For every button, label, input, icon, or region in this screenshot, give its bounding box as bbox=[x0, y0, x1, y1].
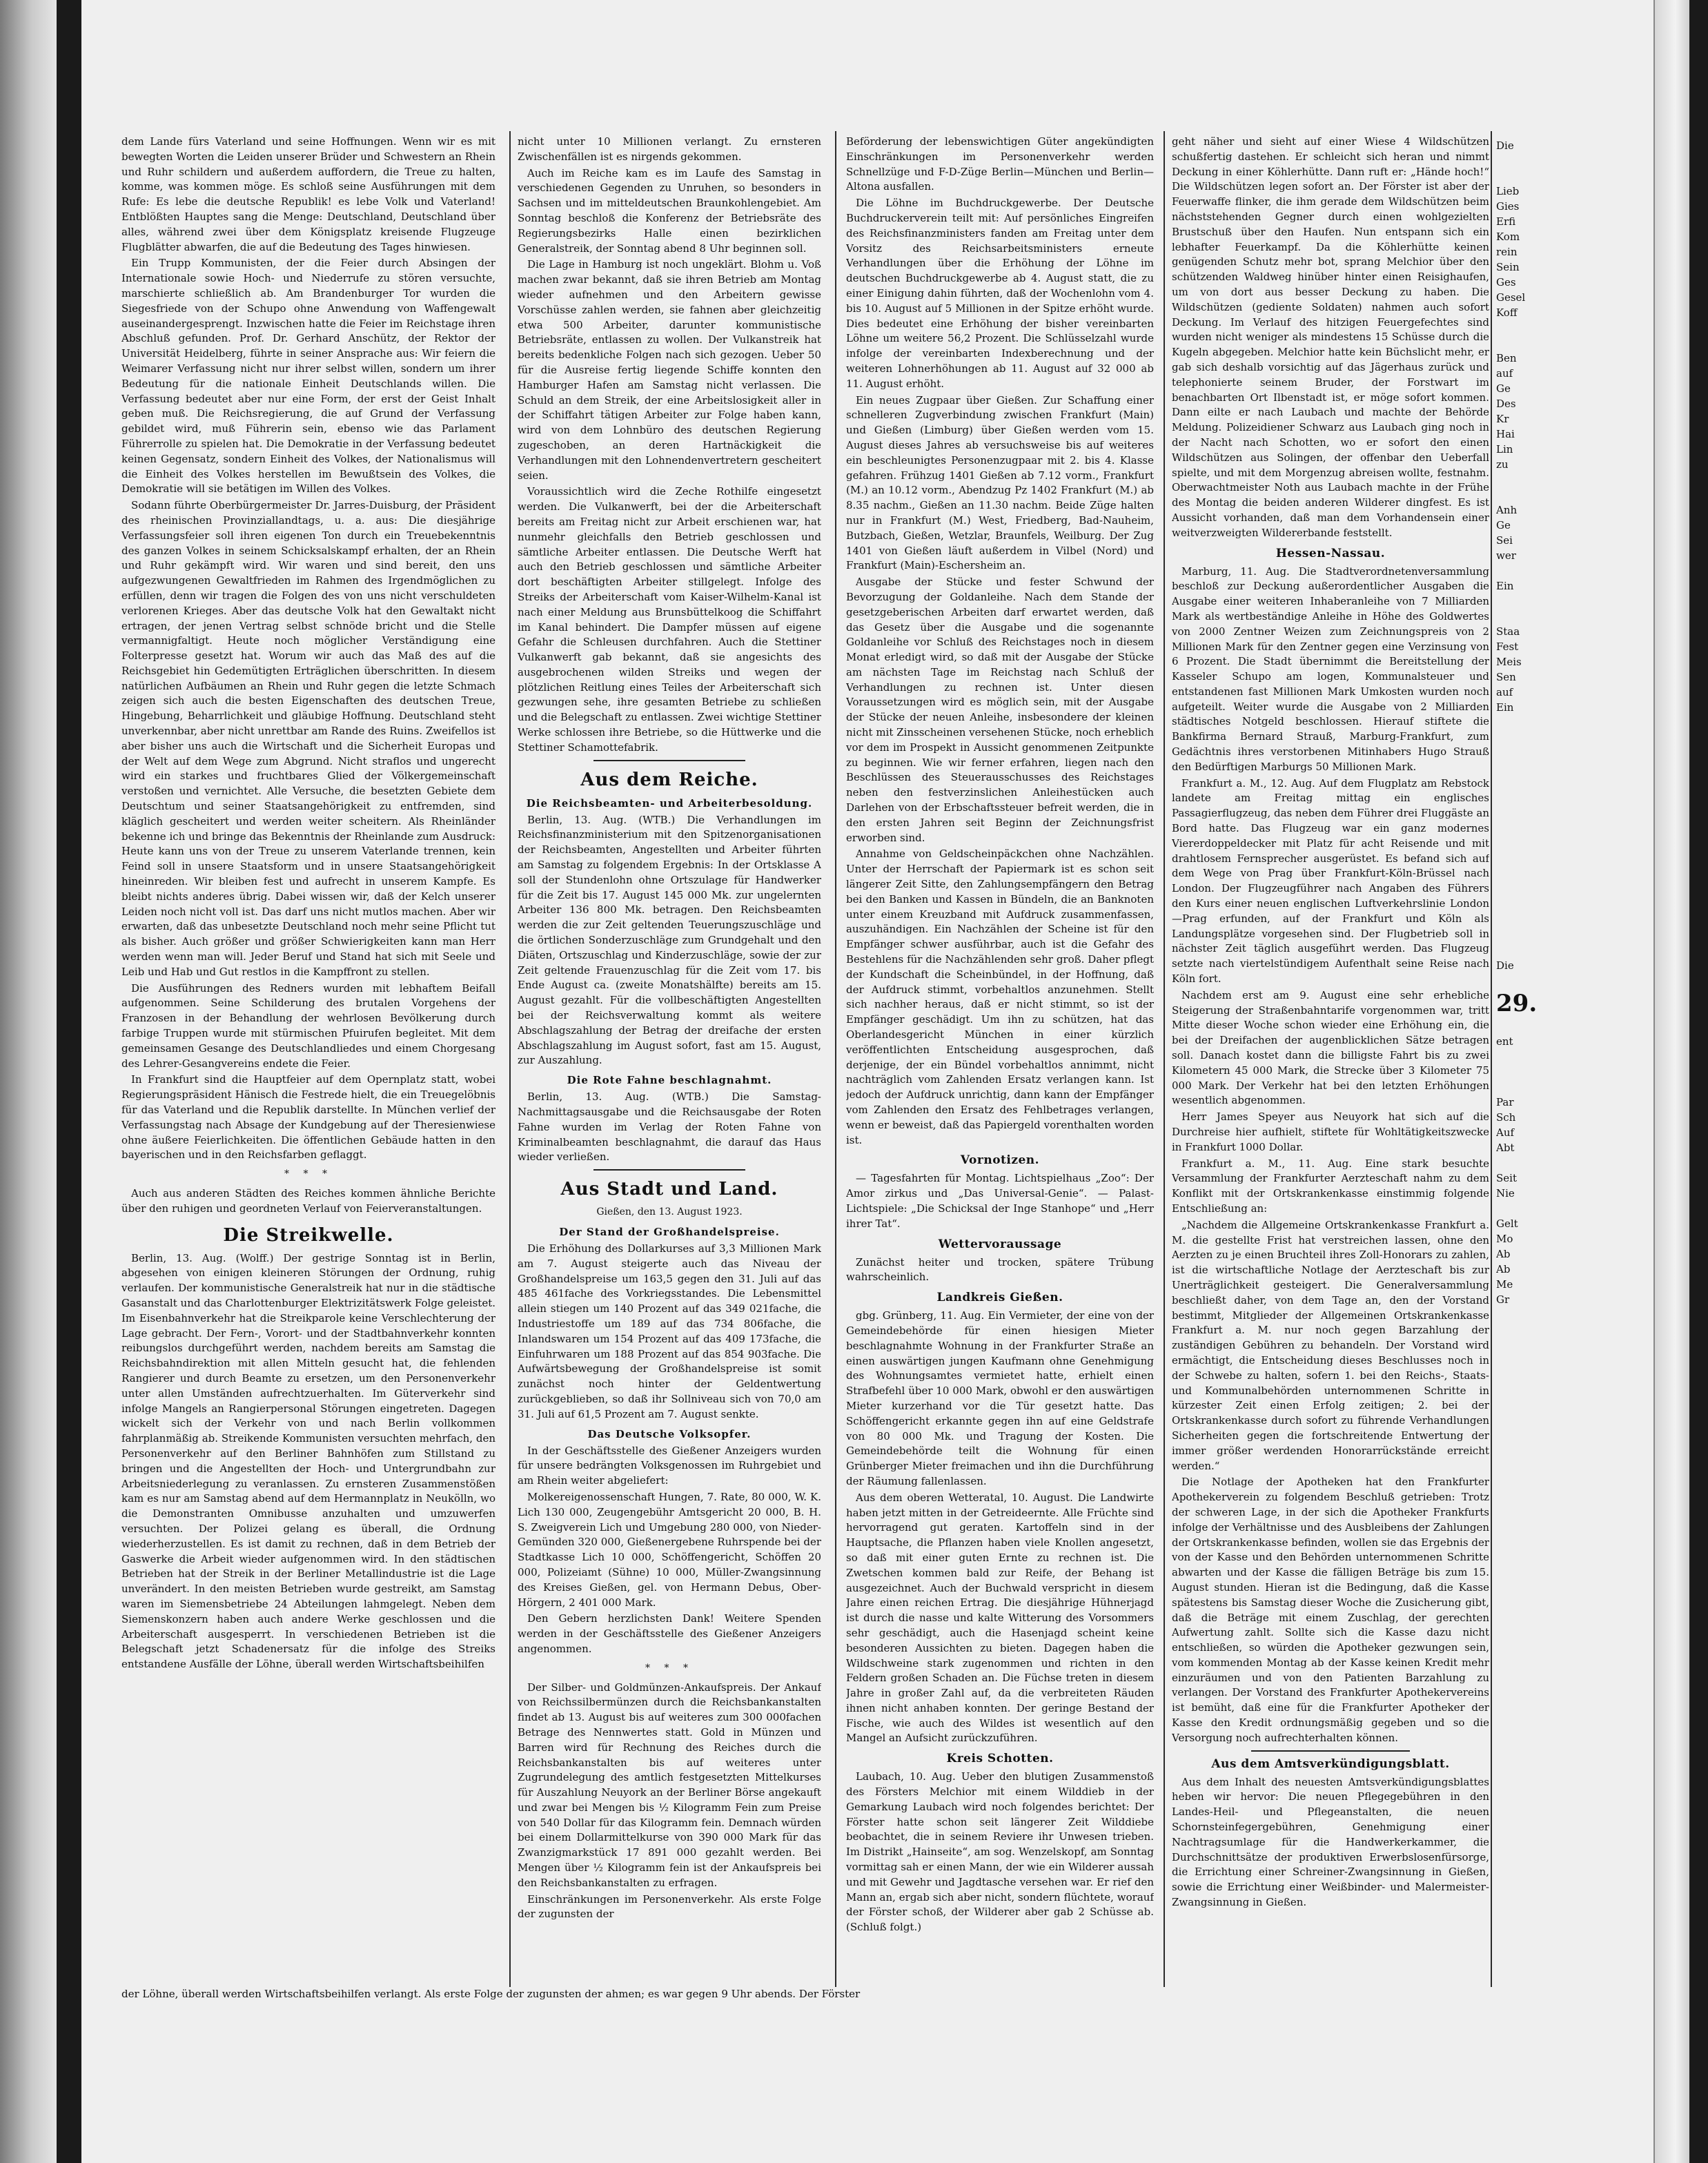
article-paragraph: Auch im Reiche kam es im Laufe des Samstag in verschiedenen Gegenden zu Unruhen, so besonders in Sachsen und im mitteldeutschen Braunkohlengebiet. Am Sonntag beschloß die Konferenz der Betriebsräte des Regierungsbezirks Halle einen bezirklichen Generalstreik, der Sonntag abend 8 Uhr beginnen soll. bbox=[518, 166, 821, 255]
cutoff-line-fragment bbox=[1496, 973, 1554, 988]
cutoff-line-fragment bbox=[1496, 168, 1554, 184]
subheadline-vornotizen: Vornotizen. bbox=[960, 1153, 1040, 1168]
column-2 bbox=[518, 135, 821, 1984]
article-paragraph: Berlin, 13. Aug. (WTB.) Die Verhandlungen im Reichsfinanzministerium mit den Spitzenorganisationen der Reichsbeamten, Angestellten und Arbeiter führten am Samstag zu folgendem Ergebnis: In der Ortsklasse A soll der Stundenlohn ohne Ortszulage für Handwerker für die Zeit bis 17. August 145 000 Mk. zur ungelernten Arbeiter 136 800 Mk. betragen. Den Reichsbeamten werden die zur Zeit geltenden Teuerungszuschläge und die örtlichen Sonderzuschläge zum Grundgehalt und den Diäten, Ortszuschlag und Kinderzuschläge, sowie der zur Zeit geltende Frauenzuschlag für die Zeit vom 17. bis Ende August ca. (zweite Monatshälfte) bereits am 15. August gezahlt. Für die vollbeschäftigten Angestellten bei der Reichsverwaltung kommt als weitere Abschlagszahlung der Betrag der dreifache der ersten Abschlagszahlung im August sofort, fast am 15. August, zur Auszahlung. bbox=[518, 813, 821, 1067]
cutoff-line-fragment bbox=[1496, 594, 1554, 609]
cutoff-line-fragment: Sei bbox=[1496, 534, 1513, 547]
cutoff-line-fragment bbox=[1496, 852, 1554, 867]
article-paragraph: Frankfurt a. M., 12. Aug. Auf dem Flugplatz am Rebstock landete am Freitag mittag ein englisches Passagierflugzeug, das neben dem Führer drei Fluggäste an Bord hatte. Das Flugzeug war ein ganz modernes Viererdoppeldecker mit Platz für acht Reisende und mit drahtlosem Fernsprecher ausgerüstet. Es befand sich auf dem Wege von Prag über Frankfurt-Köln-Brüssel nach London. Der Flugzeugführer nach Angaben des Führers den Kurs einer neuen englischen Luftverkehrslinie London—Prag erfunden, auf der Frankfurt und Köln als Landungsplätze vorgesehen sind. Der Flugbetrieb soll in nächster Zeit täglich ausgeführt werden. Das Flugzeug setzte nach viertelstündigem Aufenthalt seine Reise nach Köln fort. bbox=[1172, 776, 1489, 986]
separator-line bbox=[593, 1169, 745, 1171]
cutoff-line-fragment: auf bbox=[1496, 686, 1513, 698]
cutoff-line-fragment: Me bbox=[1496, 1278, 1513, 1291]
cutoff-line-fragment: Gies bbox=[1496, 200, 1520, 213]
cutoff-line-fragment: auf bbox=[1496, 367, 1513, 380]
column-rule-1 bbox=[509, 131, 511, 1987]
article-paragraph: Berlin, 13. Aug. (Wolff.) Der gestrige Sonntag ist in Berlin, abgesehen von einigen kleineren Störungen der Ordnung, ruhig verlaufen. Der kommunistische Generalstreik hat nur in die städtische Gasanstalt und das Charlottenburger Elektrizitätswerk Folge geleistet. Im Eisenbahnverkehr hat die Streikparole keine Verschlechterung der Lage gebracht. Der Fern-, Vorort- und der Stadtbahnverkehr konnten reibungslos durchgeführt werden, nachdem bereits am Samstag die Reichsbahndirektion mit allen Mitteln gesucht hat, die fehlenden Rangierer und durch Beamte zu ersetzen, um den Personenverkehr unter allen Umständen aufrechtzuerhalten. Im Güterverkehr sind infolge Mangels an Rangierpersonal Störungen eingetreten. Dagegen wickelt sich der Verkehr von und nach Berlin vollkommen fahrplanmäßig ab. Streikende Kommunisten versuchten mehrfach, den Personenverkehr auf den Berliner Bahnhöfen zum Stillstand zu bringen und die Angestellten der Hoch- und Untergrundbahn zur Arbeitsniederlegung zu veranlassen. Zu ernsteren Zusammenstößen kam es nur am Samstag abend auf dem Hermannplatz in Neukölln, wo die Demonstranten Omnibusse anzuhalten und umzuwerfen versuchten. Der Polizei gelang es überall, die Ordnung wiederherzustellen. Es ist damit zu rechnen, daß in dem Betrieb der Gaswerke die Arbeit wieder aufgenommen wird. In den städtischen Betrieben hat der Streik in der Berliner Metallindustrie ist die Lage unverändert. In den meisten Betrieben wurde gestreikt, am Samstag waren im Siemensbetriebe 24 Abteilungen lahmgelegt. Neben dem Siemenskonzern haben auch andere Werke geschlossen und die Arbeiterschaft ausgesperrt. In verschiedenen Betrieben ist die Belegschaft jetzt Schadenersatz für die infolge des Streiks entstandene Ausfälle der Löhne, überall werden Wirtschaftsbeihilfen bbox=[121, 1251, 495, 1671]
cutoff-line-fragment bbox=[1496, 1019, 1554, 1034]
article-paragraph: Aus dem Inhalt des neuesten Amtsverkündigungsblattes heben wir hervor: Die neuen Pflegegebühren in den Landes-Heil- und Pflegeanstalten, die neuen Schornsteinfegergebühren, Genehmigung einer Nachtragsumlage für die Handwerkerkammer, die Durchschnittsätze der produktiven Erwerbslosenfürsorge, die Errichtung einer Schreiner-Zwangsinnung in Gießen, sowie die Errichtung einer Weißbinder- und Malermeister-Zwangsinnung in Gießen. bbox=[1172, 1775, 1489, 1909]
cutoff-line-fragment: Gr bbox=[1496, 1293, 1510, 1306]
cutoff-line-fragment: Ge bbox=[1496, 382, 1511, 395]
dateline-giessen: Gießen, den 13. August 1923. bbox=[596, 1206, 743, 1218]
cutoff-line-fragment bbox=[1496, 335, 1554, 351]
cutoff-line-fragment: Lieb bbox=[1496, 185, 1520, 197]
cutoff-line-fragment: Abt bbox=[1496, 1142, 1515, 1154]
cutoff-line-fragment: Des bbox=[1496, 398, 1516, 410]
subheadline-landkreis-giessen: Landkreis Gießen. bbox=[936, 1291, 1063, 1305]
cutoff-line-fragment: rein bbox=[1496, 246, 1518, 258]
article-paragraph: Die Notlage der Apotheken hat den Frankfurter Apothekerverein zu folgendem Beschluß getrieben: Trotz der schweren Lage, in der sich die Apotheker Frankfurts infolge der Verhältnisse und des Ausbleibens der Zahlungen der Ortskrankenkasse befinden, wollen sie das Ergebnis der von der Kasse und den Behörden unternommenen Schritte abwarten und der Kasse die fälligen Beträge bis zum 15. August stunden. Hieran ist die Bedingung, daß die Kasse spätestens bis Samstag dieser Woche die Zusicherung gibt, daß die Beträge mit einem Zuschlag, der gerechten Aufwertung zahlt. Sollte sich die Kasse dazu nicht entschließen, so würden die Apotheker gezwungen sein, vom kommenden Montag ab der Kasse keinen Kredit mehr einzuräumen und von den Patienten Barzahlung zu verlangen. Der Vorstand des Frankfurter Apothekervereins ist bemüht, daß eine für die Frankfurter Apotheker der Kasse den Kredit ordnungsmäßig gegeben und so die Versorgung noch aufrechterhalten können. bbox=[1172, 1476, 1489, 1744]
subheadline-amtsverkuendigungsblatt: Aus dem Amtsverkündigungsblatt. bbox=[1211, 1756, 1450, 1771]
cutoff-line-fragment bbox=[1496, 836, 1554, 852]
cutoff-line-fragment bbox=[1496, 1155, 1554, 1171]
subheadline-rote-fahne: Die Rote Fahne beschlagnahmt. bbox=[567, 1074, 772, 1087]
article-paragraph: Nachdem erst am 9. August eine sehr erhebliche Steigerung der Straßenbahntarife vorgenommen war, tritt Mitte dieser Woche schon wieder eine Erhöhung ein, die bei der Dreifachen der augenblicklichen Sätze betragen soll. Danach kostet dann die billigste Fahrt bis zu zwei Kilometern 45 000 Mark, die Strecke über 3 Kilometer 75 000 Mark. Der Verkehr hat bei den letzten Erhöhungen wesentlich abgenommen. bbox=[1172, 988, 1489, 1107]
column-rule-4 bbox=[1491, 131, 1492, 1987]
cutoff-line-fragment: Kom bbox=[1496, 231, 1520, 243]
section-divider-stars: * * * bbox=[645, 1662, 694, 1674]
cutoff-line-fragment bbox=[1496, 730, 1554, 745]
column-rule-2 bbox=[835, 131, 836, 1987]
subheadline-volksopfer: Das Deutsche Volksopfer. bbox=[587, 1427, 752, 1440]
cutoff-line-fragment: Par bbox=[1496, 1096, 1514, 1108]
subheadline-wettervoraussage: Wettervoraussage bbox=[938, 1237, 1062, 1251]
subheadline-hessen-nassau: Hessen-Nassau. bbox=[1275, 546, 1386, 560]
subheadline-reichsbeamten: Die Reichsbeamten- und Arbeiterbesoldung. bbox=[526, 796, 813, 810]
cutoff-line-fragment bbox=[1496, 943, 1554, 958]
article-paragraph: Der Silber- und Goldmünzen-Ankaufspreis. Der Ankauf von Reichssilbermünzen durch die Reichsbankanstalten findet ab 13. August bis auf weiteres zum 300 000fachen Betrage des Nennwertes statt. Gold in Münzen und Barren wird für Rechnung des Reiches durch die Reichsbankanstalten bis auf weiteres unter Zugrundelegung des amtlich festgesetzten Mittelkurses für Auszahlung Neuyork an der Berliner Börse angekauft und zwar bei Mengen bis ½ Kilogramm Fein zum Preise von 540 Dollar für das Kilogramm fein. Demnach würden bei einem Dollarmittelkurse von 390 000 Mark für das Zwanzigmarkstück 17 891 000 gezahlt werden. Bei Mengen über ½ Kilogramm fein ist der Ankaufspreis bei den Reichsbankanstalten zu erfragen. bbox=[518, 1681, 821, 1889]
article-paragraph: — Tagesfahrten für Montag. Lichtspielhaus „Zoo“: Der Amor zirkus und „Das Universal-Genie“. — Palast-Lichtspiele: „Die Schicksal der Inge Stanhope“ und „Herr ihrer Tat“. bbox=[846, 1172, 1154, 1230]
article-paragraph: Ein Trupp Kommunisten, der die Feier durch Absingen der Internationale sowie Hoch- und Niederrufe zu stören versuchte, marschierte schließlich ab. Am Brandenburger Tor wurden die Siegesfriede von der Schupo ohne Anwendung von Waffengewalt auseinandergesprengt. Inzwischen hatte die Feier im Reichstage ihren Abschluß gefunden. Prof. Dr. Gerhard Anschütz, der Rektor der Universität Heidelberg, führte in seiner Ansprache aus: Wir feiern die Weimarer Verfassung nicht nur ihrer selbst willen, sondern um ihrer Bedeutung für die nationale Einheit Deutschlands willen. Die Verfassung bedeutet aber nur eine Form, der erst der Geist Inhalt geben muß. Die Reichsregierung, die auf Grund der Verfassung gebildet wird, muß Führerin sein, ebenso wie das Parlament Führerrolle zu spielen hat. Die Demokratie in der Verfassung bedeutet keinen Gegensatz, sondern Einheit des Volkes, der Nationalismus will die Einheit des Volkes herstellen im Bewußtsein des Volkes, die Demokratie will sie betätigen im Willen des Volkes. bbox=[121, 257, 495, 496]
cutoff-line-fragment bbox=[1496, 867, 1554, 882]
article-paragraph: Den Gebern herzlichsten Dank! Weitere Spenden werden in der Geschäftsstelle des Gießener Anzeigers angenommen. bbox=[518, 1612, 821, 1655]
cutoff-line-fragment: Ein bbox=[1496, 580, 1514, 592]
cutoff-line-fragment bbox=[1496, 821, 1554, 836]
cutoff-line-fragment: Meis bbox=[1496, 656, 1522, 668]
cutoff-line-fragment: Die bbox=[1496, 139, 1514, 152]
article-paragraph: Einschränkungen im Personenverkehr. Als erste Folge der zugunsten der bbox=[518, 1892, 821, 1921]
article-paragraph: Sodann führte Oberbürgermeister Dr. Jarres-Duisburg, der Präsident des rheinischen Provinziallandtags, u. a. aus: Die diesjährige Verfassungsfeier soll ihren eigenen Ton durch ein Treuebekenntnis des ganzen Volkes in seinem Schicksalskampf erhalten, der an Rhein und Ruhr gekämpft wird. Wir waren und sind bereit, den uns aufgezwungenen Gewaltfrieden im Rahmen des Irgendmöglichen zu erfüllen, denn wir tragen die Folgen des von uns nicht verschuldeten verlorenen Krieges. Aber das deutsche Volk hat den Gewaltakt nicht ertragen, der jenen Vertrag selbst schnöde bricht und die Stelle vermannigfaltigt. Heute noch möglicher Verständigung eine Folterpresse gesetzt hat. Worum wir auch das Maß des auf die Reichsgebiet hin Gedemütigten Erträglichen überschritten. In diesem natürlichen Aufbäumen an Rhein und Ruhr gegen die letzte Schmach zeigen sich auch die besten Eigenschaften des deutschen Treue, Hingebung, Beharrlichkeit und gläubige Hoffnung. Deutschland steht unverkennbar, aber nicht unrettbar am Rande des Ruins. Zweifellos ist aber bisher uns auch die Wirtschaft und die Sicherheit Europas und der Welt auf dem Wege zum Abgrund. Nicht straflos und ungerecht wird ein starkes und fruchtbares Glied der Völkergemeinschaft verstoßen und vernichtet. Alle Versuche, die besetzten Gebiete dem Deutschtum und seiner Staatsangehörigkeit zu entfremden, sind kläglich gescheitert und werden weiter scheitern. Als Rheinländer bekenne ich und bringe das Bekenntnis der Rheinlande zum Ausdruck: Heute kann uns von der Treue zu unserem Vaterlande trennen, kein Feind soll in unsere Staatsform und in unsere Staatsangehörigkeit hineinreden. Wir bleiben fest und aufrecht in unserem Kampfe. Es bleibt nichts anderes übrig. Dabei wissen wir, daß der Kelch unserer Leiden noch nicht voll ist. Das darf uns nicht mutlos machen. Aber wir erwarten, daß das unbesetzte Deutschland noch mehr seine Pflicht tut als bisher. Auch größer und größer Schwierigkeiten kann man Herr werden wenn man will. Jeder Beruf und Stand hat sich mit Seele und Leib und Hab und Gut restlos in die Kampffront zu stellen. bbox=[121, 499, 495, 978]
article-paragraph: Aus dem oberen Wetteratal, 10. August. Die Landwirte haben jetzt mitten in der Getreideernte. Alle Früchte sind hervorragend gut geraten. Kartoffeln sind in der Hauptsache, die Pflanzen haben viele Knollen angesetzt, so daß mit einer guten Ernte zu rechnen ist. Die Zwetschen kommen bald zur Reife, der Behang ist ausgezeichnet. Auch der Buchwald verspricht in diesem Jahre einen reichen Ertrag. Die diesjährige Hühnerjagd ist durch die nasse und kalte Witterung des Vorsommers sehr geschädigt, auch die Hasenjagd scheint keine besonderen Aussichten zu bieten. Dagegen haben die Wildschweine stark zugenommen und richten in den Feldern großen Schaden an. Die Füchse treten in diesem Jahre in großer Zahl auf, da die verbreiteten Räuden ihnen nicht anhaben konnten. Der geringe Bestand der Fische, wie auch des Wildes ist wesentlich auf den Mangel an Aufsicht zurückzuführen. bbox=[846, 1491, 1154, 1745]
headline-streikwelle: Die Streikwelle. bbox=[223, 1224, 394, 1246]
cutoff-line-fragment bbox=[1496, 487, 1554, 502]
cutoff-line-fragment: Sch bbox=[1496, 1111, 1516, 1124]
article-paragraph: Ein neues Zugpaar über Gießen. Zur Schaffung einer schnelleren Zugverbindung zwischen Frankfurt (Main) und Gießen (Limburg) über Gießen werden vom 15. August dieses Jahres ab versuchsweise bis auf weiteres ein beschleunigtes Personenzugpaar mit 2. bis 4. Klasse gefahren. Frühzug 1401 Gießen ab 7.12 vorm., Frankfurt (M.) an 10.12 vorm., Abendzug Pz 1402 Frankfurt (M.) ab 8.35 nachm., Gießen an 11.30 nachm. Beide Züge halten nur in Frankfurt (M.) West, Friedberg, Bad-Nauheim, Butzbach, Gießen, Wetzlar, Braunfels, Weilburg. Der Zug 1401 von Gießen läuft außerdem in Vilbel (Nord) und Frankfurt (Main)-Eschersheim an. bbox=[846, 393, 1154, 572]
cutoff-line-fragment: Fest bbox=[1496, 640, 1519, 653]
headline-aus-stadt-und-land: Aus Stadt und Land. bbox=[560, 1179, 778, 1200]
cutoff-line-fragment: Hai bbox=[1496, 428, 1515, 440]
article-paragraph: Die Ausführungen des Redners wurden mit lebhaftem Beifall aufgenommen. Seine Schilderung des brutalen Vorgehens der Franzosen in der Behandlung der wehrlosen Bevölkerung durch farbige Truppen wurde mit stürmischen Pfuirufen begleitet. Mit dem gemeinsamen Gesange des Deutschlandliedes und einem Chorgesang des Lehrer-Gesangvereins endete die Feier. bbox=[121, 981, 495, 1070]
subheadline-kreis-schotten: Kreis Schotten. bbox=[946, 1752, 1054, 1766]
cutoff-line-fragment: Koff bbox=[1496, 306, 1518, 319]
column-4 bbox=[1172, 135, 1489, 1984]
cutoff-line-fragment: Die bbox=[1496, 959, 1514, 972]
cutoff-line-fragment bbox=[1496, 912, 1554, 928]
article-paragraph: Die Erhöhung des Dollarkurses auf 3,3 Millionen Mark am 7. August steigerte auch das Niveau der Großhandelspreise um 163,5 gegen den 31. Juli auf das 485 461fache des Vorkriegsstandes. Die Lebensmittel allein stiegen um 140 Prozent auf das 349 021fache, die Industriestoffe um 189 auf das 734 806fache, die Inlandswaren um 154 Prozent auf das 409 173fache, die Einfuhrwaren um 188 Prozent auf das 854 903fache. Die Aufwärtsbewegung der Großhandelspreise ist somit zunächst noch hinter der Geldentwertung zurückgeblieben, so daß ihr Sollniveau sich von 70,0 am 31. Juli auf 61,5 Prozent am 7. August senkte. bbox=[518, 1242, 821, 1420]
article-paragraph: Laubach, 10. Aug. Ueber den blutigen Zusammenstoß des Försters Melchior mit einem Wilddieb in der Gemarkung Laubach wird noch folgendes berichtet: Der Förster hatte schon seit längerer Zeit Wilddiebe beobachtet, die in seinem Reviere ihr Unwesen trieben. Im Distrikt „Hainseite“, am sog. Wenzelskopf, am Sonntag vormittag sah er einen Mann, der wie ein Wilderer aussah und mit Gewehr und Jagdtasche versehen war. Er rief den Mann an, ergab sich aber nicht, sondern flüchtete, worauf der Förster schoß, der Wilderer aber gab 2 Schüsse ab. (Schluß folgt.) bbox=[846, 1770, 1154, 1934]
cutoff-line-fragment bbox=[1496, 791, 1554, 806]
cutoff-line-fragment: Staa bbox=[1496, 625, 1520, 638]
cutoff-line-fragment bbox=[1496, 882, 1554, 897]
article-paragraph: Die Löhne im Buchdruckgewerbe. Der Deutsche Buchdruckerverein teilt mit: Auf persönliches Eingreifen des Reichsfinanzministers fanden am Freitag unter dem Vorsitz des Reichsarbeitsministers erneute Verhandlungen über die Erhöhung der Löhne im deutschen Buchdruckgewerbe ab 4. August statt, die zu einer Einigung dahin führten, daß der Wochenlohn vom 4. bis 10. August auf 5 Millionen in der Spitze erhöht wurde. Dies bedeutet eine Erhöhung der bisher vereinbarten Löhne um weitere 56,2 Prozent. Die Schlüsselzahl wurde infolge der vereinbarten Indexberechnung und der weiteren Lohnerhöhungen ab 11. August auf 32 000 ab 11. August erhöht. bbox=[846, 197, 1154, 390]
bottom-continuation-line: der Löhne, überall werden Wirtschaftsbeihilfen verlangt. Als erste Folge der zugunsten der ahmen; es war gegen 9 Uhr abends. Der Förster bbox=[121, 1988, 861, 2000]
page-edge-right bbox=[1653, 0, 1689, 2163]
article-paragraph: In der Geschäftsstelle des Gießener Anzeigers wurden für unsere bedrängten Volksgenossen im Ruhrgebiet und am Rhein weiter abgeliefert: bbox=[518, 1444, 821, 1487]
article-paragraph: Die Lage in Hamburg ist noch ungeklärt. Blohm u. Voß machen zwar bekannt, daß sie ihren Betrieb am Montag wieder aufnehmen und den Arbeitern gewisse Vorschüsse zahlen werden, sie fahnen aber gleichzeitig etwa 500 Arbeiter, darunter kommunistische Betriebsräte, entlassen zu wollen. Der Vulkanstreik hat bereits bedenkliche Folgen nach sich gezogen. Ueber 50 für die Ausreise fertig liegende Schiffe konnten den Hamburger Hafen am Samstag nicht verlassen. Die Schuld an dem Streik, der eine Arbeitslosigkeit aller in der Schiffahrt tätigen Arbeiter zur Folge haben kann, wird von dem Lohnbüro des deutschen Regierung zugeschoben, an deren Hartnäckigkeit die Verhandlungen mit den Lohnendenvertretern gescheitert seien. bbox=[518, 258, 821, 482]
cutoff-line-fragment: Gelt bbox=[1496, 1217, 1518, 1230]
cutoff-line-fragment bbox=[1496, 761, 1554, 776]
column-5-cutoff bbox=[1496, 138, 1554, 1984]
cutoff-line-fragment: Auf bbox=[1496, 1126, 1515, 1139]
cutoff-line-fragment bbox=[1496, 715, 1554, 730]
subheadline-grosshandelspreise: Der Stand der Großhandelspreise. bbox=[559, 1226, 780, 1238]
article-paragraph: Molkereigenossenschaft Hungen, 7. Rate, 80 000, W. K. Lich 130 000, Zeugengebühr Amtsgericht 20 000, B. H. S. Zweigverein Lich und Umgebung 280 000, von Nieder-Gemünden 320 000, Gießenergebene Ruhrspende bei der Stadtkasse Lich 10 000, Schöffengericht, Schöffen 20 000, Polizeiamt (Sühne) 10 000, Müller-Zwangsinnung des Kreises Gießen, gel. von Hermann Debus, Ober-Hörgern, 2 401 000 Mark. bbox=[518, 1490, 821, 1609]
cutoff-line-fragment bbox=[1496, 153, 1554, 168]
cutoff-line-fragment bbox=[1496, 776, 1554, 791]
section-divider-stars: * * * bbox=[284, 1168, 333, 1180]
cutoff-line-fragment bbox=[1496, 563, 1554, 578]
article-paragraph: Auch aus anderen Städten des Reiches kommen ähnliche Berichte über den ruhigen und geordneten Verlauf von Feierveranstaltungen. bbox=[121, 1186, 495, 1215]
cutoff-line-fragment bbox=[1496, 320, 1554, 335]
article-paragraph: Ausgabe der Stücke und fester Schwund der Bevorzugung der Goldanleihe. Nach dem Stande der gesetzgeberischen Arbeiten darf erwartet werden, daß das Gesetz über die Ausgabe und die sogenannte Goldanleihe vor Schluß des Reichstages noch in diesem Monat erledigt wird, so daß mit der Ausgabe der Stücke am nächsten Tage im Reichstag nach Schluß der Verhandlungen zu rechnen ist. Unter diesen Voraussetzungen wird es möglich sein, mit der Ausgabe der Stücke der neuen Anleihe, insbesondere der kleinen nicht mit Zinsscheinen versehenen Stücke, noch erheblich vor dem im Prospekt in Aussicht genommenen Zeitpunkte zu beginnen. Wie wir ferner erfahren, liegen nach den Beschlüssen des Steuerausschusses des Reichstages neben den festverzinslichen Anleihestücken auch Darlehen von der Erbschaftssteuer befreit werden, die in den ersten Jahren seit Beginn der Zeichnungsfrist erworben sind. bbox=[846, 576, 1154, 844]
cutoff-line-fragment: Sein bbox=[1496, 261, 1520, 273]
article-paragraph: Zunächst heiter und trocken, spätere Trübung wahrscheinlich. bbox=[846, 1255, 1154, 1284]
cutoff-line-fragment bbox=[1496, 609, 1554, 624]
cutoff-line-fragment: Mo bbox=[1496, 1233, 1513, 1245]
cutoff-line-fragment: Sen bbox=[1496, 671, 1516, 683]
column-1 bbox=[121, 135, 495, 1984]
article-paragraph: geht näher und sieht auf einer Wiese 4 Wildschützen schußfertig dastehen. Er schleicht sich heran und nimmt Deckung in einer Köhlerhütte. Dann ruft er: „Hände hoch!“ Die Wildschützen legen sofort an. Der Förster ist aber der Feuerwaffe flinker, die ihm gerade dem Wildschützen beim nächststehenden Gegner durch einen wohlgezielten Brustschuß über den Haufen. Nun entspann sich ein lebhafter Feuerkampf. Da die Köhlerhütte keinen genügenden Schutz mehr bot, sprang Melchior über den schützenden Waldweg hinüber hinter einen Reisighaufen, um von dort aus besser Deckung zu haben. Die Wildschützen (gediente Soldaten) nahmen auch sofort Deckung. Im Verlauf des hitzigen Feuergefechtes sind wurden nicht weniger als mindestens 15 Schüsse durch die Kugeln abgegeben. Melchior hatte kein Büchslicht mehr, er gab sich deshalb vorsichtig auf das Jägerhaus zurück und telephonierte seinem Bruder, der Forstwart im benachbarten Ort Ilbenstadt ist, er möge sofort kommen. Dann eilte er nach Laubach und machte der Behörde Meldung. Polizeidiener Schwarz aus Laubach ging noch in der Nacht nach Schotten, wo er sofort den einen Wildschützen aus Solingen, der offenbar den Ueberfall spielte, und mit dem Morgenzug abreisen wollte, festnahm. Oberwachtmeister Noth aus Laubach machte in der Frühe des Montag die beiden anderen Wilderer dingfest. Es ist Aussicht vorhanden, daß man dem Vorhandensein einer weitverzweigten Wildererbande feststellt. bbox=[1172, 135, 1489, 539]
cutoff-line-fragment: Ben bbox=[1496, 352, 1517, 364]
article-paragraph: Marburg, 11. Aug. Die Stadtverordnetenversammlung beschloß zur Deckung außerordentlicher Ausgaben die Ausgabe einer weiteren Inhaberanleihe von 7 Milliarden Mark als wertbeständige Anleihe in Höhe des Goldwertes von 2000 Zentner Weizen zum Zeichnungspreis von 2 Millionen Mark für den Zentner gegen eine Verzinsung von 6 Prozent. Die Stadt übernimmt die Bereitstellung der Kasseler Schupo am logen, Kommunalsteuer und entstandenen fast Millionen Mark Umkosten wurden noch aufgeteilt. Weiter wurde die Ausgabe von 2 Milliarden städtisches Notgeld beschlossen. Hierauf stiftete die Bankfirma Bernard Strauß, Marburg-Frankfurt, zum Gedächtnis ihres verstorbenen Mitinhabers Hugo Strauß den Bedürftigen Marburgs 50 Millionen Mark. bbox=[1172, 565, 1489, 773]
cutoff-line-fragment: Gesel bbox=[1496, 291, 1526, 304]
cutoff-line-fragment bbox=[1496, 897, 1554, 912]
cutoff-line-fragment bbox=[1496, 1049, 1554, 1064]
cutoff-line-fragment: zu bbox=[1496, 458, 1509, 471]
column-rule-3 bbox=[1164, 131, 1165, 1987]
column-3 bbox=[846, 135, 1154, 1984]
article-paragraph: „Nachdem die Allgemeine Ortskrankenkasse Frankfurt a. M. die gestellte Frist hat verstreichen lassen, ohne den Aerzten zu je einen Bruchteil ihres Zoll-Honorars zu zahlen, ist die wirtschaftliche Notlage der Aerzteschaft bis zur Unerträglichkeit gesteigert. Die Generalversammlung beschließt daher, von dem Tage an, den der Vorstand bestimmt, Mitglieder der Allgemeinen Ortskrankenkasse Frankfurt a. M. nur noch gegen Barzahlung der zuständigen Gebühren zu behandeln. Der Vorstand wird ermächtigt, die Entscheidung dieses Beschlusses noch in der Schwebe zu halten, sofern 1. bei den Reichs-, Staats- und Kommunalbehörden unternommenen Schritte in kürzester Zeit einen Erfolg zeitigen; 2. bei der Ortskrankenkasse durch sofort zu führende Verhandlungen Sicherheiten gegen die fortschreitende Entwertung der immer größer werdenden Honorarrückstände erreicht werden.“ bbox=[1172, 1218, 1489, 1472]
cutoff-line-fragment: ent bbox=[1496, 1035, 1513, 1048]
article-paragraph: Berlin, 13. Aug. (WTB.) Die Samstag-Nachmittagsausgabe und die Reichsausgabe der Roten Fahne wurden im Verlag der Roten Fahne von Kriminalbeamten beschlagnahmt, die darauf das Haus wieder verließen. bbox=[518, 1090, 821, 1164]
cutoff-line-fragment: Ein bbox=[1496, 701, 1514, 714]
cutoff-line-fragment: wer bbox=[1496, 549, 1516, 562]
cutoff-line-fragment: Ab bbox=[1496, 1263, 1511, 1275]
cutoff-line-fragment: Anh bbox=[1496, 504, 1518, 516]
cutoff-line-fragment: Lin bbox=[1496, 443, 1513, 456]
article-paragraph: Voraussichtlich wird die Zeche Rothilfe eingesetzt werden. Die Vulkanwerft, bei der die Arbeiterschaft bereits am Freitag nicht zur Arbeit erschienen war, hat nunmehr gleichfalls den Betrieb geschlossen und sämtliche Arbeiter entlassen. Die Deutsche Werft hat auch den Betrieb geschlossen und sämtliche Arbeiter dort beschäftigten Arbeiter stillgelegt. Infolge des Streiks der Arbeiterschaft vom Kaiser-Wilhelm-Kanal ist nach einer Meldung aus Brunsbüttelkoog die Schiffahrt im Kanal behindert. Die Dampfer müssen auf eigene Gefahr die Schleusen durchfahren. Auch die Stettiner Vulkanwerft gab bekannt, daß sie angesichts des ausgebrochenen wilden Streiks und wegen der plötzlichen Reitlung eines Teiles der Arbeiterschaft sich gezwungen sehe, ihre gesamten Betriebe zu schließen und die Belegschaft zu entlassen. Zwei wichtige Stettiner Werke schlossen ihre Betriebe, so die Hüttwerke und die Stettiner Schamottefabrik. bbox=[518, 485, 821, 754]
cutoff-line-fragment bbox=[1496, 806, 1554, 821]
article-paragraph: Herr James Speyer aus Neuyork hat sich auf die Durchreise hier aufhielt, stiftete für Wohltätigkeitszwecke in Frankfurt 1000 Dollar. bbox=[1172, 1110, 1489, 1153]
separator-line bbox=[593, 760, 745, 761]
article-paragraph: dem Lande fürs Vaterland und seine Hoffnungen. Wenn wir es mit bewegten Worten die Leiden unserer Brüder und Schwestern an Rhein und Ruhr schildern und außerdem auffordern, die Treue zu halten, komme, was kommen möge. Es schloß seine Ausführungen mit dem Rufe: Es lebe die deutsche Republik! es lebe Volk und Vaterland! Entblößten Hauptes sang die Menge: Deutschland, Deutschland über alles, während zwei über dem Königsplatz kreisende Flugzeuge Flugblätter abwarfen, die auf die Bedeutung des Tages hinwiesen. bbox=[121, 135, 495, 253]
book-spine-left bbox=[0, 0, 57, 2163]
article-paragraph: Annahme von Geldscheinpäckchen ohne Nachzählen. Unter der Herrschaft der Papiermark ist es schon seit längerer Zeit Sitte, den Zahlungsempfängern den Betrag bei den Banken und Kassen in Bündeln, die an Banknoten unter einem Kreuzband mit Aufdruck zusammenfassen, auszuhändigen. Ein Nachzählen der Scheine ist für den Empfänger schwer ausführbar, auch ist die Gefahr des Bestehlens für die Nachzählenden sehr groß. Daher pflegt der Kundschaft die Scheinbündel, in der Hoffnung, daß der Aufdruck stimmt, vorbehaltlos anzunehmen. Stellt sich nachher heraus, daß er nicht stimmt, so ist der Empfänger geschädigt. Um ihn zu schützen, hat das Oberlandesgericht München in einer kürzlich veröffentlichten Entscheidung ausgesprochen, daß derjenige, der ein Bündel vorbehaltlos annimmt, nicht nachträglich vom Zahlenden Ersatz verlangen kann. Ist jedoch der Aufdruck unrichtig, dann kann der Empfänger vom Zahlenden den Ersatz des Fehlbetrages verlangen, wenn er beweist, daß das Papiergeld vorenthalten worden ist. bbox=[846, 848, 1154, 1146]
cutoff-line-fragment: Kr bbox=[1496, 413, 1509, 425]
cutoff-line-fragment bbox=[1496, 1064, 1554, 1079]
cutoff-line-fragment bbox=[1496, 1079, 1554, 1095]
article-paragraph: In Frankfurt sind die Hauptfeier auf dem Opernplatz statt, wobei Regierungspräsident Hänisch die Festrede hielt, die ein Treuegelöbnis für das Vaterland und die Republik darstellte. In München verlief der Verfassungstag nach Absage der Kundgebung auf der Theresienwiese ohne äußere Feierlichkeiten. Die öffentlichen Gebäude hatten in den bayerischen und in den Reichsfarben geflaggt. bbox=[121, 1073, 495, 1162]
cutoff-line-fragment: Ge bbox=[1496, 519, 1511, 531]
article-paragraph: Beförderung der lebenswichtigen Güter angekündigten Einschränkungen im Personenverkehr werden Schnellzüge und F-D-Züge Berlin—München und Berlin—Altona ausfallen. bbox=[846, 135, 1154, 193]
cutoff-line-fragment bbox=[1496, 745, 1554, 761]
article-paragraph: Frankfurt a. M., 11. Aug. Eine stark besuchte Versammlung der Frankfurter Aerzteschaft nahm zu dem Konflikt mit der Ortskrankenkasse einstimmig folgende Entschließung an: bbox=[1172, 1157, 1489, 1215]
cutoff-line-fragment bbox=[1496, 1201, 1554, 1216]
headline-aus-dem-reiche: Aus dem Reiche. bbox=[580, 769, 758, 790]
cutoff-line-fragment: Seit bbox=[1496, 1172, 1517, 1184]
cutoff-line-fragment: 29. bbox=[1496, 990, 1538, 1017]
cutoff-line-fragment: Ab bbox=[1496, 1248, 1511, 1260]
cutoff-line-fragment: Nie bbox=[1496, 1187, 1515, 1200]
cutoff-line-fragment: Ges bbox=[1496, 276, 1516, 288]
cutoff-line-fragment: Erfi bbox=[1496, 215, 1516, 228]
article-paragraph: nicht unter 10 Millionen verlangt. Zu ernsteren Zwischenfällen ist es nirgends gekommen. bbox=[518, 135, 821, 163]
separator-line bbox=[1251, 1750, 1410, 1752]
article-paragraph: gbg. Grünberg, 11. Aug. Ein Vermieter, der eine von der Gemeindebehörde für einen hiesigen Mieter beschlagnahmte Wohnung in der Frankfurter Straße an einen auswärtigen jungen Kaufmann ohne Genehmigung des Wohnungsamtes vermietet hatte, erhielt einen Strafbefehl über 10 000 Mark, obwohl er den auswärtigen Mieter kurzerhand vor die Tür gesetzt hatte. Das Schöffengericht erkannte gegen ihn auf eine Geldstrafe von 80 000 Mk. und Tragung der Kosten. Die Gemeindebehörde teilt die Wohnung für einen Grünberger Mieter freimachen und ihn die Durchführung der Räumung fallenlassen. bbox=[846, 1309, 1154, 1487]
cutoff-line-fragment bbox=[1496, 472, 1554, 487]
cutoff-line-fragment bbox=[1496, 928, 1554, 943]
